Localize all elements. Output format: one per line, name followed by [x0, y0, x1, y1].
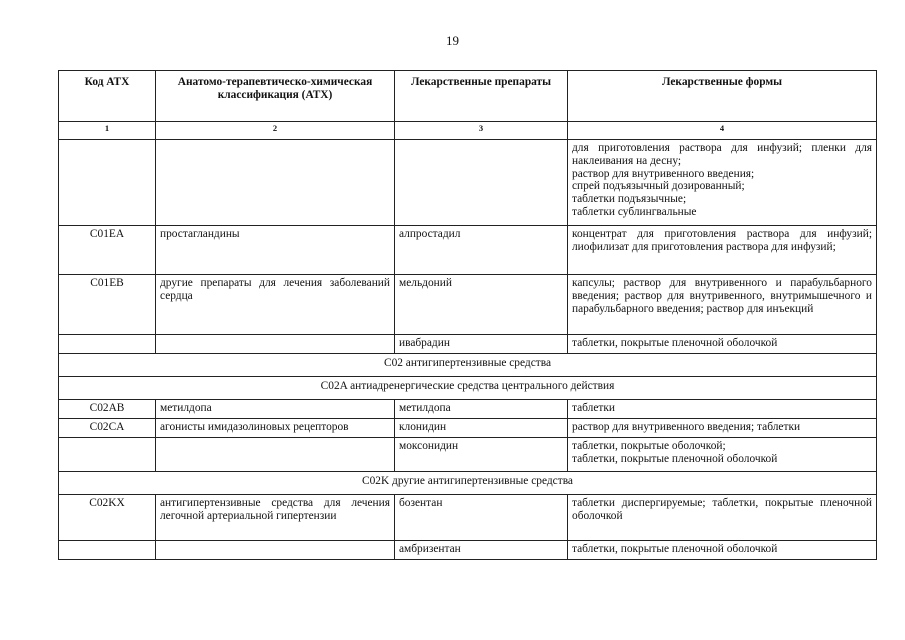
dosage-forms [568, 438, 877, 472]
atx-code [59, 140, 156, 226]
dosage-forms: раствор для внутривенного введения; таблетки [568, 419, 877, 438]
atx-classification: метилдопа [156, 400, 395, 419]
header-row [59, 71, 877, 122]
table-row [59, 140, 877, 226]
atx-classification: агонисты имидазолиновых рецепторов [156, 419, 395, 438]
dosage-form-line: таблетки подъязычные; [572, 193, 687, 206]
drug-name: моксонидин [395, 438, 568, 472]
table-row [59, 226, 877, 275]
drug-name: алпростадил [395, 226, 568, 275]
atx-classification: другие препараты для лечения заболеваний сердца [156, 275, 395, 335]
atx-code: C02KX [59, 495, 156, 541]
drug-name: бозентан [395, 495, 568, 541]
column-number-row [59, 122, 877, 140]
atx-classification [156, 335, 395, 354]
section-title-c02: C02 антигипертензивные средства [59, 354, 877, 377]
drug-name: мельдоний [395, 275, 568, 335]
atx-classification [156, 438, 395, 472]
atx-code: C02CA [59, 419, 156, 438]
atx-classification: простагландины [156, 226, 395, 275]
atx-code [59, 335, 156, 354]
dosage-forms: таблетки, покрытые пленочной оболочкой [568, 541, 877, 560]
drug-name: клонидин [395, 419, 568, 438]
dosage-form-line: раствор для внутривенного введения; [572, 167, 755, 180]
atx-code: C01EA [59, 226, 156, 275]
dosage-forms: таблетки [568, 400, 877, 419]
dosage-form-line: спрей подъязычный дозированный; [572, 180, 745, 193]
dosage-forms: таблетки, покрытые пленочной оболочкой [568, 335, 877, 354]
dosage-forms: капсулы; раствор для внутривенного и парабульбарного введения; раствор для внутривенного, внутримышечного и парабульбарного введения; раствор для инъекций [568, 275, 877, 335]
header-code: Код АТХ [59, 71, 156, 122]
atx-classification: антигипертензивные средства для лечения легочной артериальной гипертензии [156, 495, 395, 541]
atx-code: C02AB [59, 400, 156, 419]
atx-classification [156, 541, 395, 560]
atx-table [58, 70, 877, 560]
dosage-forms [568, 140, 877, 226]
header-forms: Лекарственные формы [568, 71, 877, 122]
dosage-form-line: таблетки сублингвальные [572, 205, 697, 218]
dosage-form-line: таблетки, покрытые оболочкой; [572, 440, 726, 452]
section-row [59, 377, 877, 400]
section-title-c02a: C02A антиадренергические средства центрального действия [59, 377, 877, 400]
section-title-c02k: C02K другие антигипертензивные средства [59, 472, 877, 495]
table-row [59, 419, 877, 438]
section-row [59, 354, 877, 377]
page-number: 19 [446, 33, 459, 48]
dosage-forms: таблетки диспергируемые; таблетки, покрытые пленочной оболочкой [568, 495, 877, 541]
atx-classification [156, 140, 395, 226]
table-row [59, 541, 877, 560]
atx-code: C01EB [59, 275, 156, 335]
section-row [59, 472, 877, 495]
dosage-forms: концентрат для приготовления раствора для инфузий; лиофилизат для приготовления раствора для инфузий; [568, 226, 877, 275]
dosage-form-line: для приготовления раствора для инфузий; пленки для наклеивания на десну; [572, 142, 872, 167]
table-row [59, 495, 877, 541]
drug-name: амбризентан [395, 541, 568, 560]
atx-code [59, 438, 156, 472]
drug-name: метилдопа [395, 400, 568, 419]
header-drugs: Лекарственные препараты [395, 71, 568, 122]
table-row [59, 335, 877, 354]
header-classification: Анатомо-терапевтическо-химическая классификация (АТХ) [156, 71, 395, 122]
table-row [59, 400, 877, 419]
column-number: 1 [59, 122, 156, 140]
column-number: 2 [156, 122, 395, 140]
column-number: 3 [395, 122, 568, 140]
table-row [59, 438, 877, 472]
column-number: 4 [568, 122, 877, 140]
table-row [59, 275, 877, 335]
atx-code [59, 541, 156, 560]
dosage-form-line: таблетки, покрытые пленочной оболочкой [572, 452, 778, 465]
drug-name [395, 140, 568, 226]
drug-name: ивабрадин [395, 335, 568, 354]
